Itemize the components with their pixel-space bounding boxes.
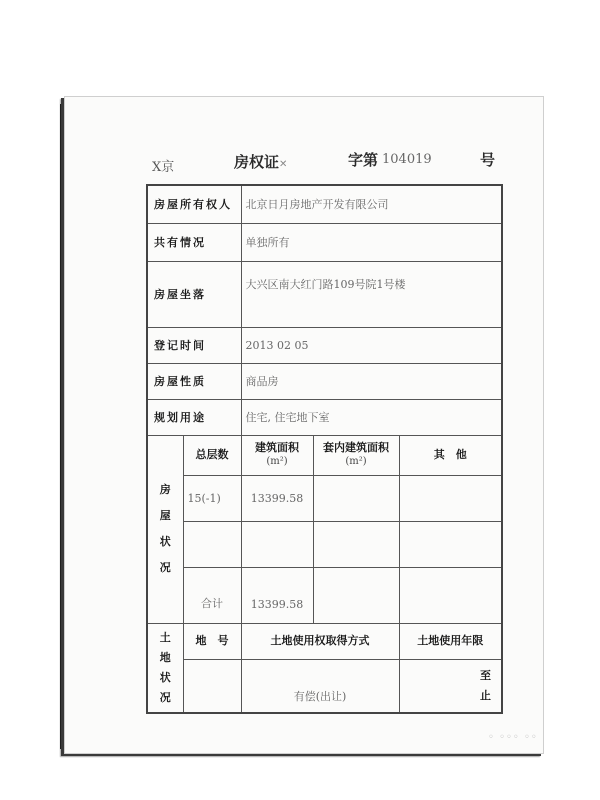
row2-other (399, 521, 502, 567)
header-number-label: 字第 (348, 151, 379, 169)
row-location (147, 261, 502, 327)
header-prefix: X京 (152, 160, 175, 175)
row1-inner-area (313, 475, 399, 521)
row-co-owner (147, 223, 502, 261)
row-owner (147, 185, 502, 223)
certificate-table (146, 184, 503, 714)
total-other (399, 567, 502, 623)
col-term: 土地使用年限 (399, 623, 502, 659)
row2-area (241, 521, 313, 567)
use-value: 住宅, 住宅地下室 (241, 399, 502, 435)
row-reg-time (147, 327, 502, 363)
land-status-label: 土 地 状 况 (147, 623, 183, 713)
term-value: 至 止 (399, 659, 502, 713)
row1-area: 13399.58 (241, 475, 313, 521)
owner-value: 北京日月房地产开发有限公司 (241, 185, 502, 223)
total-inner-area (313, 567, 399, 623)
reg-time-value: 2013 02 05 (241, 327, 502, 363)
method-value: 有偿(出让) (241, 659, 399, 713)
col-area: 建筑面积 (m²) (241, 435, 313, 475)
total-area: 13399.58 (241, 567, 313, 623)
nature-value: 商品房 (241, 363, 502, 399)
use-label: 规划用途 (147, 399, 241, 435)
col-inner-area: 套内建筑面积 (m²) (313, 435, 399, 475)
header-suffix: 号 (480, 151, 496, 169)
row-nature (147, 363, 502, 399)
col-other: 其 他 (399, 435, 502, 475)
house-status-label: 房 屋 状 况 (147, 435, 183, 623)
house-row-2 (147, 521, 502, 567)
owner-label: 房屋所有权人 (147, 185, 241, 223)
row1-other (399, 475, 502, 521)
co-owner-label: 共有情况 (147, 223, 241, 261)
row-land-header (147, 623, 502, 659)
house-row-total (147, 567, 502, 623)
nature-label: 房屋性质 (147, 363, 241, 399)
certificate-header (0, 0, 600, 180)
location-value: 大兴区南大红门路109号院1号楼 (241, 261, 502, 327)
row-land-values (147, 659, 502, 713)
row-house-header (147, 435, 502, 475)
row1-floors: 15(-1) (183, 475, 241, 521)
cert-mark: ✕ (279, 159, 288, 170)
reg-time-label: 登记时间 (147, 327, 241, 363)
row2-floors (183, 521, 241, 567)
watermark: ◦ ◦◦◦ ◦◦ (488, 732, 538, 743)
location-label: 房屋坐落 (147, 261, 241, 327)
col-lot: 地 号 (183, 623, 241, 659)
header-cert-label: 房权证✕ (234, 153, 288, 171)
co-owner-value: 单独所有 (241, 223, 502, 261)
row2-inner-area (313, 521, 399, 567)
col-floors: 总层数 (183, 435, 241, 475)
total-label: 合计 (183, 567, 241, 623)
col-method: 土地使用权取得方式 (241, 623, 399, 659)
lot-value (183, 659, 241, 713)
header-number: 104019 (382, 152, 432, 167)
house-row-1 (147, 475, 502, 521)
row-use (147, 399, 502, 435)
